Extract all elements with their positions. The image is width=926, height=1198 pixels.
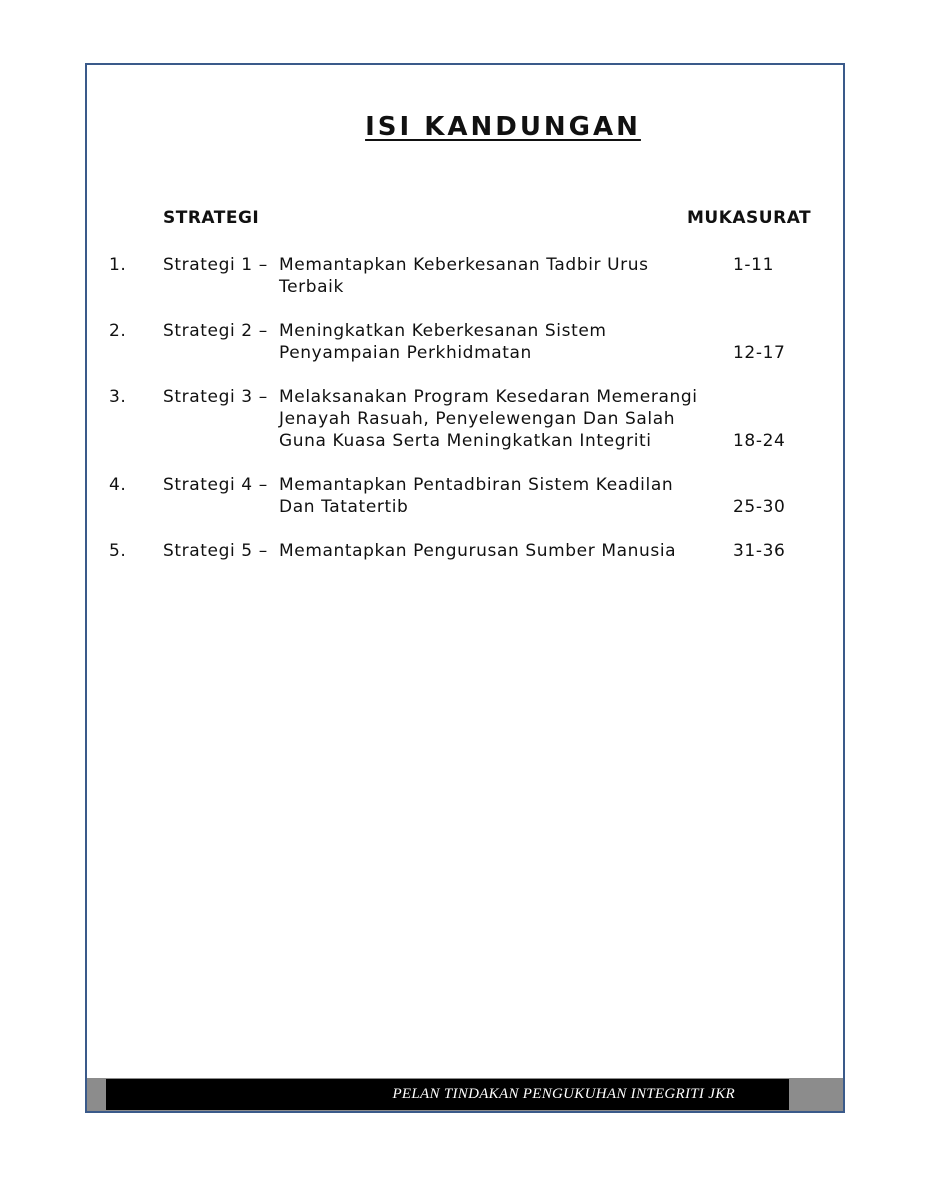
page-column-header: MUKASURAT	[687, 208, 812, 228]
entry-pages: 12-17	[733, 343, 786, 363]
entry-prefix: Strategi 2 –	[163, 321, 268, 341]
entry-prefix: Strategi 4 –	[163, 475, 268, 495]
entry-number: 2.	[109, 321, 127, 341]
entry-number: 1.	[109, 255, 127, 275]
page-title: ISI KANDUNGAN	[365, 112, 641, 142]
entry-title-line: Memantapkan Pengurusan Sumber Manusia	[279, 541, 677, 561]
entry-title-line: Penyampaian Perkhidmatan	[279, 343, 532, 363]
entry-title-line: Melaksanakan Program Kesedaran Memerangi	[279, 387, 698, 407]
entry-title-line: Memantapkan Keberkesanan Tadbir Urus	[279, 255, 649, 275]
entry-pages: 31-36	[733, 541, 786, 561]
entry-pages: 25-30	[733, 497, 786, 517]
entry-number: 4.	[109, 475, 127, 495]
entry-title-line: Meningkatkan Keberkesanan Sistem	[279, 321, 607, 341]
entry-title-line: Guna Kuasa Serta Meningkatkan Integriti	[279, 431, 652, 451]
entry-pages: 18-24	[733, 431, 786, 451]
entry-title-line: Jenayah Rasuah, Penyelewengan Dan Salah	[279, 409, 676, 429]
entry-title-line: Memantapkan Pentadbiran Sistem Keadilan	[279, 475, 674, 495]
entry-prefix: Strategi 3 –	[163, 387, 268, 407]
entry-number: 3.	[109, 387, 127, 407]
entry-pages: 1-11	[733, 255, 774, 275]
entry-prefix: Strategi 1 –	[163, 255, 268, 275]
footer-text: PELAN TINDAKAN PENGUKUHAN INTEGRITI JKR	[106, 1079, 789, 1110]
entry-number: 5.	[109, 541, 127, 561]
strategy-column-header: STRATEGI	[163, 208, 260, 228]
entry-prefix: Strategi 5 –	[163, 541, 268, 561]
entry-title-line: Terbaik	[279, 277, 344, 297]
entry-title-line: Dan Tatatertib	[279, 497, 409, 517]
